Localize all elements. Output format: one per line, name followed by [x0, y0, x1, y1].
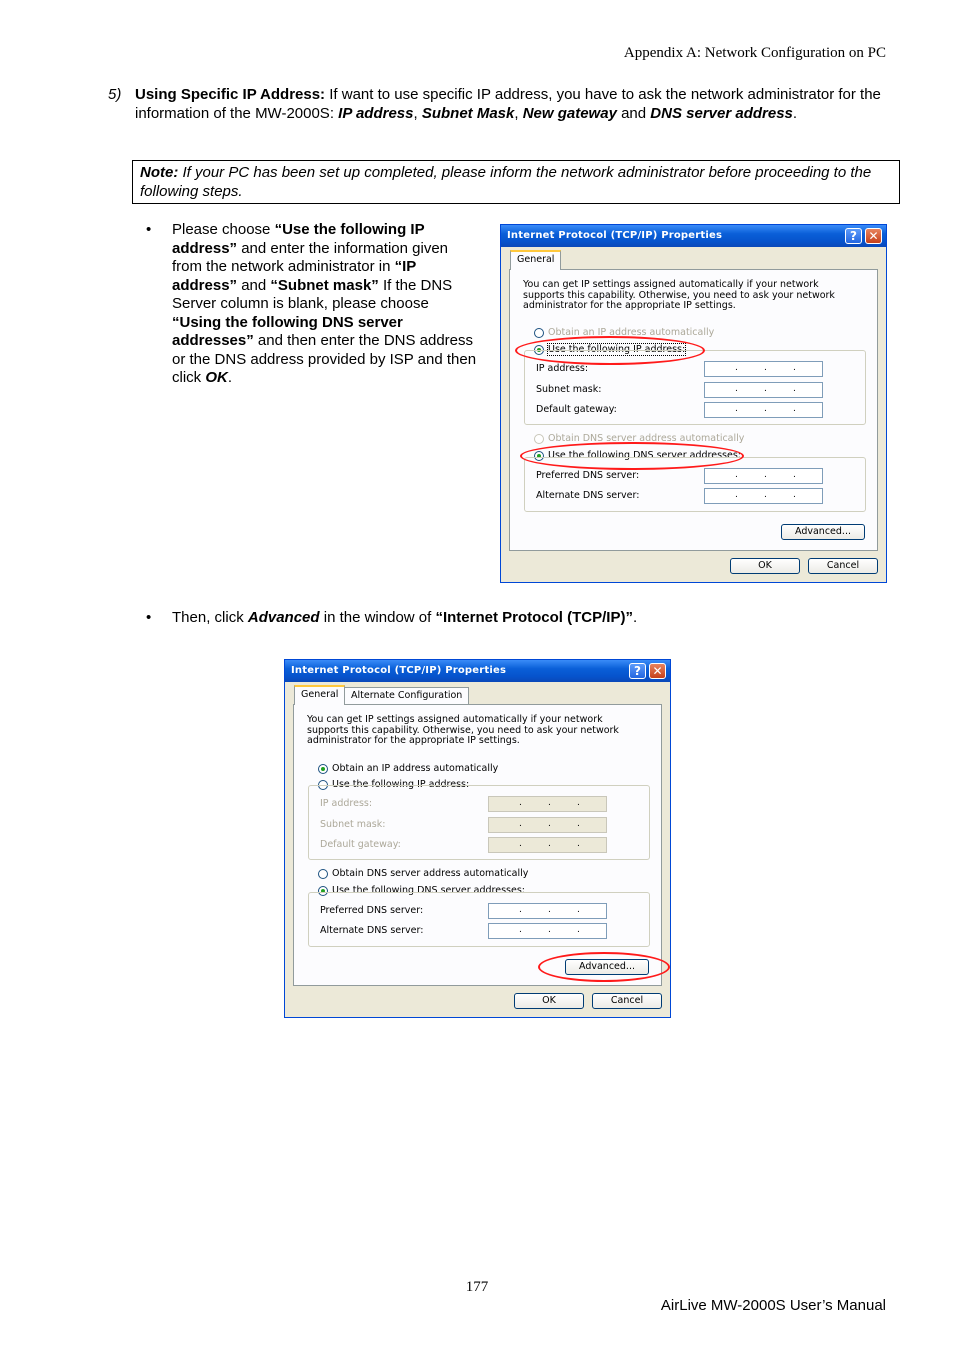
- obtain-dns-label: Obtain DNS server address automatically: [332, 868, 529, 879]
- alternate-dns-label: Alternate DNS server:: [320, 925, 424, 936]
- use-ip-label: Use the following IP address:: [332, 779, 470, 790]
- cancel-button[interactable]: Cancel: [808, 558, 878, 574]
- dot: .: [548, 905, 551, 915]
- bullet-bold: “Subnet mask”: [270, 276, 379, 294]
- radio-obtain-ip[interactable]: [318, 764, 328, 774]
- bullet-text: .: [227, 369, 233, 386]
- dialog-title: Internet Protocol (TCP/IP) Properties: [291, 665, 507, 676]
- bullet-text: and then enter the DNS address or the DNS address provided by ISP and then click: [172, 332, 477, 386]
- comma: ,: [514, 104, 523, 122]
- term-subnet-mask: Subnet Mask: [421, 104, 515, 122]
- dot: .: [735, 470, 738, 480]
- bullet-text: Please choose: [172, 221, 275, 238]
- dot: .: [764, 363, 767, 373]
- bullet-text: in the window of: [319, 609, 436, 626]
- dot: .: [793, 404, 796, 414]
- bullet-bold: “Using the following DNS server addresses”: [172, 313, 403, 349]
- highlight-oval-advanced: [538, 952, 670, 982]
- alternate-dns-field[interactable]: [488, 923, 607, 939]
- note-box: [132, 160, 900, 204]
- preferred-dns-label: Preferred DNS server:: [320, 905, 424, 916]
- dot: .: [735, 384, 738, 394]
- dot: .: [735, 404, 738, 414]
- dialog-titlebar: [501, 225, 886, 247]
- subnet-mask-field[interactable]: [488, 817, 607, 833]
- close-icon[interactable]: ✕: [865, 228, 882, 244]
- dialog-description: You can get IP settings assigned automatically if your network supports this capability. Otherwise, you need to ask your network administrator for the appropriate IP settings.: [307, 714, 619, 746]
- help-icon[interactable]: ?: [629, 663, 646, 679]
- dot: .: [519, 905, 522, 915]
- ip-address-label: IP address:: [536, 363, 589, 374]
- default-gateway-field[interactable]: [488, 837, 607, 853]
- tcpip-dialog-2: [284, 659, 671, 1018]
- dot: .: [577, 798, 580, 808]
- dot: .: [548, 819, 551, 829]
- preferred-dns-label: Preferred DNS server:: [536, 470, 640, 481]
- dot: .: [764, 404, 767, 414]
- dialog-titlebar: [285, 660, 670, 682]
- use-ip-label: Use the following IP address:: [548, 344, 686, 355]
- bullet-bold: “Internet Protocol (TCP/IP)”: [435, 609, 633, 626]
- and-text: and: [616, 104, 651, 122]
- subnet-mask-label: Subnet mask:: [536, 384, 602, 395]
- bullet-bold: “IP address”: [172, 258, 416, 294]
- manual-title: AirLive MW-2000S User’s Manual: [660, 1297, 886, 1314]
- highlight-oval-use-ip: [515, 336, 705, 365]
- preferred-dns-field[interactable]: [704, 468, 823, 484]
- close-icon[interactable]: ✕: [649, 663, 666, 679]
- subnet-mask-field[interactable]: [704, 382, 823, 398]
- dot: .: [548, 839, 551, 849]
- term-ip-address: IP address: [338, 104, 414, 122]
- radio-obtain-dns[interactable]: [534, 434, 544, 444]
- advanced-button[interactable]: Advanced...: [781, 524, 865, 540]
- alternate-dns-label: Alternate DNS server:: [536, 490, 640, 501]
- help-icon[interactable]: ?: [845, 228, 862, 244]
- use-dns-label: Use the following DNS server addresses:: [548, 450, 741, 461]
- term-dns-server: DNS server address: [650, 104, 793, 122]
- ok-button[interactable]: OK: [514, 993, 584, 1009]
- term-new-gateway: New gateway: [522, 104, 617, 122]
- obtain-ip-label: Obtain an IP address automatically: [332, 763, 499, 774]
- bullet-text: and enter the information given from the network administrator in: [172, 239, 449, 275]
- dot: .: [764, 470, 767, 480]
- dot: .: [764, 490, 767, 500]
- bullet-use-following-ip: [146, 221, 477, 388]
- bullet-text: Then, click: [172, 609, 248, 626]
- ip-address-field[interactable]: [704, 361, 823, 377]
- bullet-text: and: [237, 276, 271, 294]
- cancel-button[interactable]: Cancel: [592, 993, 662, 1009]
- tab-general[interactable]: General: [294, 685, 345, 705]
- ip-address-field[interactable]: [488, 796, 607, 812]
- obtain-dns-label: Obtain DNS server address automatically: [548, 433, 745, 444]
- bullet-bold: Advanced: [247, 609, 320, 626]
- page-number: 177: [465, 1279, 489, 1295]
- dot: .: [793, 470, 796, 480]
- general-panel: [293, 704, 662, 986]
- dot: .: [577, 819, 580, 829]
- bullet-text: If the DNS Server column is blank, please choose: [172, 276, 453, 312]
- dot: .: [793, 490, 796, 500]
- preferred-dns-field[interactable]: [488, 903, 607, 919]
- bullet-bold: “Use the following IP address”: [172, 221, 425, 257]
- bullet-text: .: [632, 609, 638, 626]
- dot: .: [577, 925, 580, 935]
- comma: ,: [413, 104, 422, 122]
- dot: .: [519, 819, 522, 829]
- note-text: If your PC has been set up completed, please inform the network administrator before proceeding to the following steps.: [140, 164, 872, 200]
- note-label: Note:: [140, 164, 179, 181]
- ok-button[interactable]: OK: [730, 558, 800, 574]
- general-panel: [509, 269, 878, 551]
- default-gateway-field[interactable]: [704, 402, 823, 418]
- dot: .: [735, 490, 738, 500]
- section-number: 5): [108, 86, 122, 103]
- dot: .: [577, 905, 580, 915]
- dot: .: [764, 384, 767, 394]
- dot: .: [735, 363, 738, 373]
- bullet-dot: •: [146, 609, 152, 626]
- dot: .: [519, 839, 522, 849]
- tcpip-dialog-1: [500, 224, 887, 583]
- dot: .: [519, 798, 522, 808]
- section-paragraph: [108, 86, 898, 123]
- subnet-mask-label: Subnet mask:: [320, 819, 386, 830]
- dot: .: [519, 925, 522, 935]
- advanced-button[interactable]: Advanced...: [565, 959, 649, 975]
- default-gateway-label: Default gateway:: [536, 404, 617, 415]
- tab-general[interactable]: General: [510, 250, 561, 270]
- dialog-description: You can get IP settings assigned automatically if your network supports this capability. Otherwise, you need to ask your network administrator for the appropriate IP settings.: [523, 279, 835, 311]
- default-gateway-label: Default gateway:: [320, 839, 401, 850]
- dot: .: [577, 839, 580, 849]
- bullet-dot: •: [146, 221, 152, 238]
- dialog-title: Internet Protocol (TCP/IP) Properties: [507, 230, 723, 241]
- section-title: Using Specific IP Address:: [135, 86, 326, 103]
- use-dns-label: Use the following DNS server addresses:: [332, 885, 525, 896]
- tab-alternate-configuration[interactable]: Alternate Configuration: [344, 687, 469, 704]
- section-intro: If want to use specific IP address, you have to ask the network administrator for the information of the MW-2000S:: [135, 86, 881, 122]
- bullet-bold: OK: [205, 369, 228, 386]
- ip-address-label: IP address:: [320, 798, 373, 809]
- dot: .: [548, 925, 551, 935]
- radio-obtain-dns[interactable]: [318, 869, 328, 879]
- obtain-ip-label: Obtain an IP address automatically: [548, 327, 715, 338]
- period: .: [792, 104, 798, 122]
- page-header: Appendix A: Network Configuration on PC: [623, 45, 886, 61]
- radio-obtain-ip[interactable]: [534, 328, 544, 338]
- dot: .: [793, 363, 796, 373]
- alternate-dns-field[interactable]: [704, 488, 823, 504]
- bullet-click-advanced: [146, 609, 772, 628]
- dot: .: [548, 798, 551, 808]
- highlight-oval-use-dns: [520, 442, 744, 470]
- dot: .: [793, 384, 796, 394]
